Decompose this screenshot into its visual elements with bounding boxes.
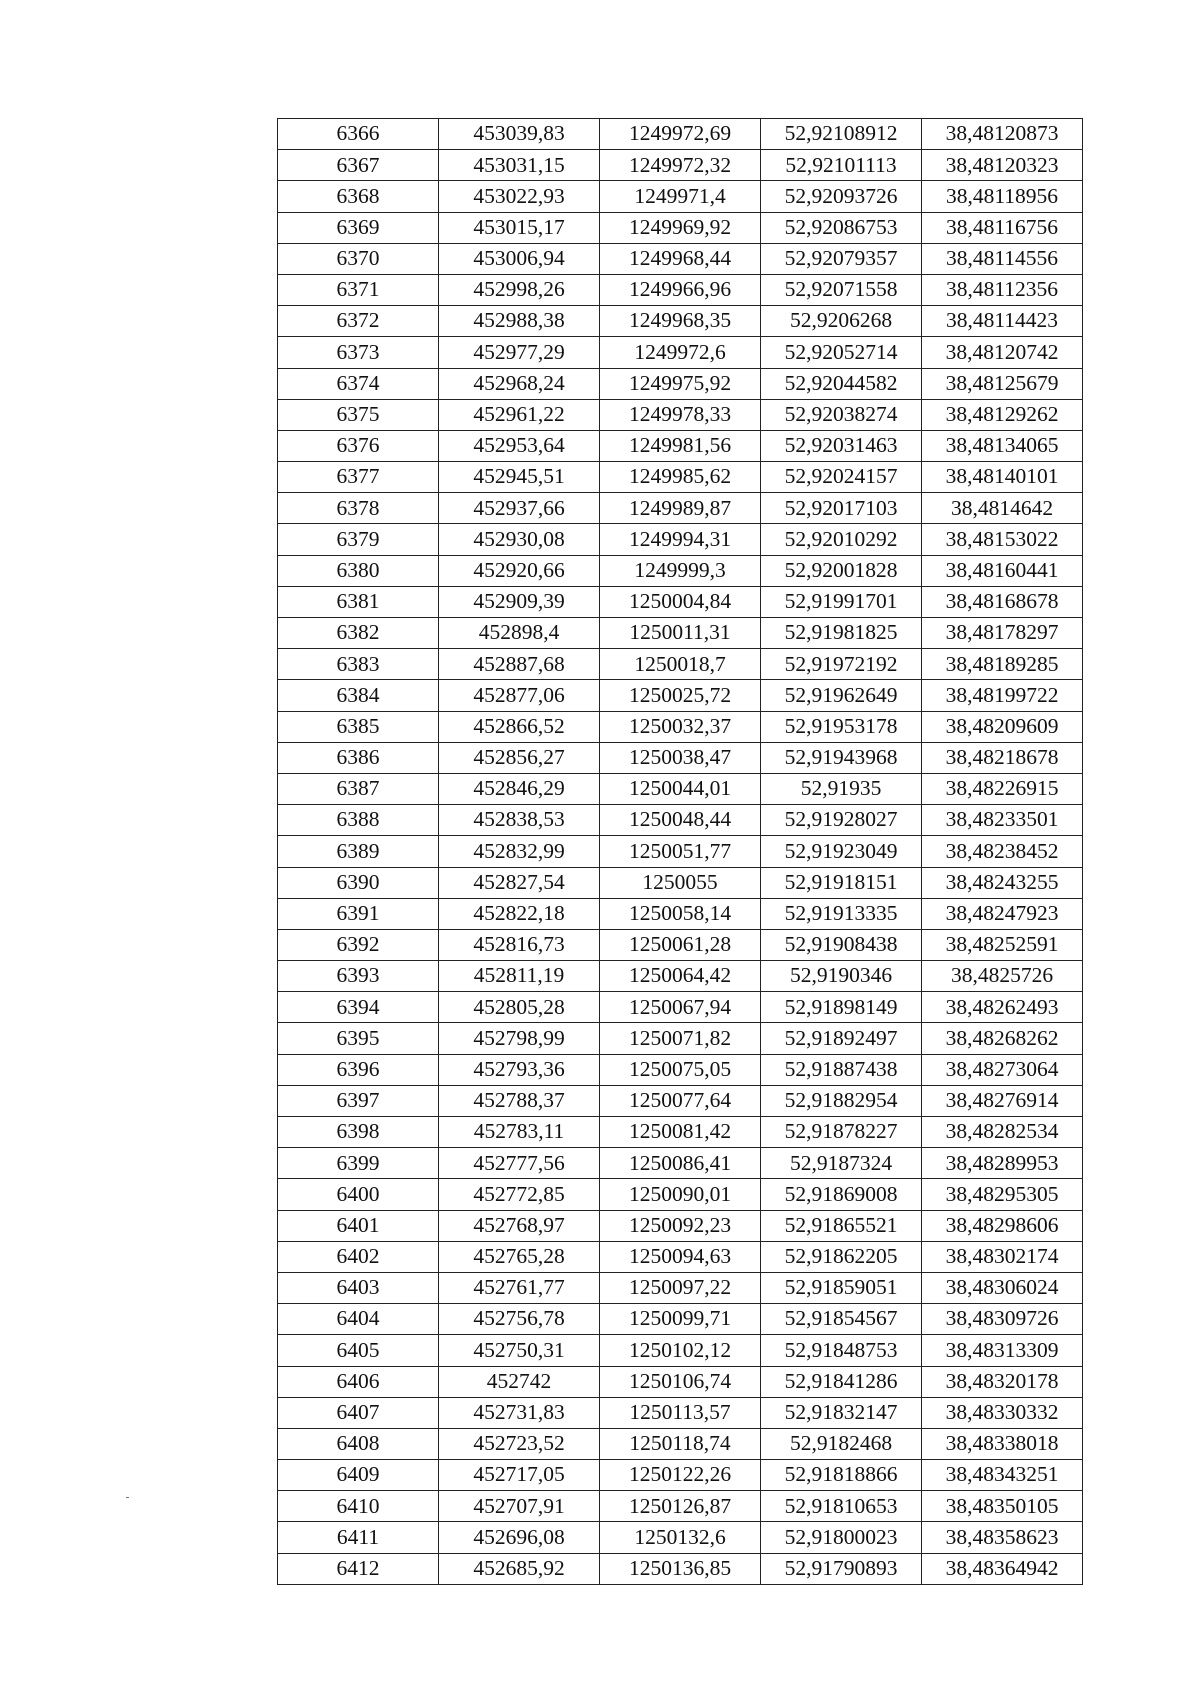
y-coordinate-cell: 1250058,14: [600, 898, 761, 929]
table-row: [278, 399, 1083, 430]
x-coordinate-cell: 452953,64: [439, 430, 600, 461]
point-number-cell: 6411: [278, 1522, 439, 1553]
table-row: [278, 462, 1083, 493]
table-row: [278, 1428, 1083, 1459]
table-row: [278, 1553, 1083, 1584]
latitude-cell: 52,91887438: [761, 1054, 922, 1085]
x-coordinate-cell: 453015,17: [439, 212, 600, 243]
y-coordinate-cell: 1249972,69: [600, 119, 761, 150]
latitude-cell: 52,92017103: [761, 493, 922, 524]
point-number-cell: 6410: [278, 1491, 439, 1522]
y-coordinate-cell: 1250055: [600, 867, 761, 898]
y-coordinate-cell: 1250071,82: [600, 1023, 761, 1054]
y-coordinate-cell: 1249966,96: [600, 274, 761, 305]
point-number-cell: 6393: [278, 961, 439, 992]
point-number-cell: 6368: [278, 181, 439, 212]
x-coordinate-cell: 452930,08: [439, 524, 600, 555]
longitude-cell: 38,48252591: [922, 929, 1083, 960]
x-coordinate-cell: 452877,06: [439, 680, 600, 711]
x-coordinate-cell: 452937,66: [439, 493, 600, 524]
longitude-cell: 38,48273064: [922, 1054, 1083, 1085]
x-coordinate-cell: 452783,11: [439, 1117, 600, 1148]
latitude-cell: 52,91862205: [761, 1241, 922, 1272]
point-number-cell: 6395: [278, 1023, 439, 1054]
point-number-cell: 6402: [278, 1241, 439, 1272]
latitude-cell: 52,91908438: [761, 929, 922, 960]
x-coordinate-cell: 452998,26: [439, 274, 600, 305]
y-coordinate-cell: 1250094,63: [600, 1241, 761, 1272]
table-row: [278, 212, 1083, 243]
point-number-cell: 6407: [278, 1397, 439, 1428]
latitude-cell: 52,91832147: [761, 1397, 922, 1428]
x-coordinate-cell: 452761,77: [439, 1272, 600, 1303]
table-row: [278, 1491, 1083, 1522]
y-coordinate-cell: 1250032,37: [600, 711, 761, 742]
point-number-cell: 6382: [278, 618, 439, 649]
table-row: [278, 773, 1083, 804]
latitude-cell: 52,91882954: [761, 1085, 922, 1116]
longitude-cell: 38,48226915: [922, 773, 1083, 804]
latitude-cell: 52,92001828: [761, 555, 922, 586]
table-row: [278, 243, 1083, 274]
table-row: [278, 1210, 1083, 1241]
y-coordinate-cell: 1250077,64: [600, 1085, 761, 1116]
table-row: [278, 586, 1083, 617]
longitude-cell: 38,48218678: [922, 742, 1083, 773]
y-coordinate-cell: 1250064,42: [600, 961, 761, 992]
table-row: [278, 150, 1083, 181]
table-row: [278, 1272, 1083, 1303]
coordinates-table: [277, 118, 1083, 1585]
longitude-cell: 38,48330332: [922, 1397, 1083, 1428]
longitude-cell: 38,48178297: [922, 618, 1083, 649]
point-number-cell: 6385: [278, 711, 439, 742]
y-coordinate-cell: 1250011,31: [600, 618, 761, 649]
x-coordinate-cell: 452856,27: [439, 742, 600, 773]
x-coordinate-cell: 452765,28: [439, 1241, 600, 1272]
x-coordinate-cell: 452788,37: [439, 1085, 600, 1116]
x-coordinate-cell: 453022,93: [439, 181, 600, 212]
latitude-cell: 52,92079357: [761, 243, 922, 274]
point-number-cell: 6399: [278, 1148, 439, 1179]
y-coordinate-cell: 1249989,87: [600, 493, 761, 524]
latitude-cell: 52,91991701: [761, 586, 922, 617]
y-coordinate-cell: 1250099,71: [600, 1304, 761, 1335]
latitude-cell: 52,91918151: [761, 867, 922, 898]
x-coordinate-cell: 452945,51: [439, 462, 600, 493]
y-coordinate-cell: 1249972,32: [600, 150, 761, 181]
longitude-cell: 38,48233501: [922, 805, 1083, 836]
longitude-cell: 38,48209609: [922, 711, 1083, 742]
table-row: [278, 649, 1083, 680]
table-row: [278, 1397, 1083, 1428]
longitude-cell: 38,48238452: [922, 836, 1083, 867]
longitude-cell: 38,48120742: [922, 337, 1083, 368]
point-number-cell: 6403: [278, 1272, 439, 1303]
longitude-cell: 38,48320178: [922, 1366, 1083, 1397]
longitude-cell: 38,48262493: [922, 992, 1083, 1023]
table-row: [278, 119, 1083, 150]
x-coordinate-cell: 452707,91: [439, 1491, 600, 1522]
latitude-cell: 52,91859051: [761, 1272, 922, 1303]
y-coordinate-cell: 1250048,44: [600, 805, 761, 836]
table-row: [278, 1522, 1083, 1553]
table-row: [278, 961, 1083, 992]
y-coordinate-cell: 1250118,74: [600, 1428, 761, 1459]
longitude-cell: 38,48364942: [922, 1553, 1083, 1584]
point-number-cell: 6390: [278, 867, 439, 898]
longitude-cell: 38,48125679: [922, 368, 1083, 399]
point-number-cell: 6369: [278, 212, 439, 243]
longitude-cell: 38,48114556: [922, 243, 1083, 274]
latitude-cell: 52,91928027: [761, 805, 922, 836]
longitude-cell: 38,48306024: [922, 1272, 1083, 1303]
y-coordinate-cell: 1250092,23: [600, 1210, 761, 1241]
latitude-cell: 52,92093726: [761, 181, 922, 212]
x-coordinate-cell: 452866,52: [439, 711, 600, 742]
latitude-cell: 52,9206268: [761, 306, 922, 337]
latitude-cell: 52,91981825: [761, 618, 922, 649]
longitude-cell: 38,48199722: [922, 680, 1083, 711]
longitude-cell: 38,48295305: [922, 1179, 1083, 1210]
latitude-cell: 52,91953178: [761, 711, 922, 742]
y-coordinate-cell: 1249978,33: [600, 399, 761, 430]
scan-speck: [126, 1497, 129, 1498]
x-coordinate-cell: 453006,94: [439, 243, 600, 274]
latitude-cell: 52,9187324: [761, 1148, 922, 1179]
table-row: [278, 805, 1083, 836]
longitude-cell: 38,48160441: [922, 555, 1083, 586]
y-coordinate-cell: 1249971,4: [600, 181, 761, 212]
table-row: [278, 1085, 1083, 1116]
latitude-cell: 52,91913335: [761, 898, 922, 929]
latitude-cell: 52,92024157: [761, 462, 922, 493]
y-coordinate-cell: 1249994,31: [600, 524, 761, 555]
longitude-cell: 38,48118956: [922, 181, 1083, 212]
latitude-cell: 52,91800023: [761, 1522, 922, 1553]
table-row: [278, 1179, 1083, 1210]
table-row: [278, 1335, 1083, 1366]
point-number-cell: 6377: [278, 462, 439, 493]
y-coordinate-cell: 1249968,35: [600, 306, 761, 337]
y-coordinate-cell: 1250106,74: [600, 1366, 761, 1397]
y-coordinate-cell: 1250044,01: [600, 773, 761, 804]
x-coordinate-cell: 452977,29: [439, 337, 600, 368]
longitude-cell: 38,48168678: [922, 586, 1083, 617]
y-coordinate-cell: 1250102,12: [600, 1335, 761, 1366]
y-coordinate-cell: 1250136,85: [600, 1553, 761, 1584]
point-number-cell: 6388: [278, 805, 439, 836]
x-coordinate-cell: 452723,52: [439, 1428, 600, 1459]
longitude-cell: 38,4825726: [922, 961, 1083, 992]
x-coordinate-cell: 452838,53: [439, 805, 600, 836]
latitude-cell: 52,91854567: [761, 1304, 922, 1335]
point-number-cell: 6400: [278, 1179, 439, 1210]
point-number-cell: 6376: [278, 430, 439, 461]
longitude-cell: 38,48129262: [922, 399, 1083, 430]
latitude-cell: 52,92086753: [761, 212, 922, 243]
longitude-cell: 38,48112356: [922, 274, 1083, 305]
point-number-cell: 6408: [278, 1428, 439, 1459]
point-number-cell: 6397: [278, 1085, 439, 1116]
y-coordinate-cell: 1250132,6: [600, 1522, 761, 1553]
table-row: [278, 274, 1083, 305]
y-coordinate-cell: 1250004,84: [600, 586, 761, 617]
longitude-cell: 38,48153022: [922, 524, 1083, 555]
x-coordinate-cell: 452777,56: [439, 1148, 600, 1179]
x-coordinate-cell: 452898,4: [439, 618, 600, 649]
latitude-cell: 52,91810653: [761, 1491, 922, 1522]
longitude-cell: 38,48282534: [922, 1117, 1083, 1148]
longitude-cell: 38,48116756: [922, 212, 1083, 243]
latitude-cell: 52,91898149: [761, 992, 922, 1023]
table-row: [278, 680, 1083, 711]
latitude-cell: 52,92031463: [761, 430, 922, 461]
longitude-cell: 38,48313309: [922, 1335, 1083, 1366]
x-coordinate-cell: 452822,18: [439, 898, 600, 929]
longitude-cell: 38,48276914: [922, 1085, 1083, 1116]
longitude-cell: 38,48298606: [922, 1210, 1083, 1241]
y-coordinate-cell: 1249975,92: [600, 368, 761, 399]
y-coordinate-cell: 1250018,7: [600, 649, 761, 680]
x-coordinate-cell: 452742: [439, 1366, 600, 1397]
longitude-cell: 38,48289953: [922, 1148, 1083, 1179]
longitude-cell: 38,4814642: [922, 493, 1083, 524]
longitude-cell: 38,48309726: [922, 1304, 1083, 1335]
x-coordinate-cell: 452920,66: [439, 555, 600, 586]
latitude-cell: 52,91943968: [761, 742, 922, 773]
longitude-cell: 38,48268262: [922, 1023, 1083, 1054]
table-row: [278, 337, 1083, 368]
longitude-cell: 38,48120873: [922, 119, 1083, 150]
latitude-cell: 52,91962649: [761, 680, 922, 711]
x-coordinate-cell: 453039,83: [439, 119, 600, 150]
x-coordinate-cell: 452772,85: [439, 1179, 600, 1210]
table-row: [278, 1460, 1083, 1491]
point-number-cell: 6379: [278, 524, 439, 555]
table-row: [278, 1304, 1083, 1335]
y-coordinate-cell: 1249985,62: [600, 462, 761, 493]
x-coordinate-cell: 452816,73: [439, 929, 600, 960]
latitude-cell: 52,92108912: [761, 119, 922, 150]
point-number-cell: 6412: [278, 1553, 439, 1584]
longitude-cell: 38,48189285: [922, 649, 1083, 680]
table-row: [278, 711, 1083, 742]
point-number-cell: 6373: [278, 337, 439, 368]
latitude-cell: 52,91869008: [761, 1179, 922, 1210]
table-row: [278, 867, 1083, 898]
latitude-cell: 52,92071558: [761, 274, 922, 305]
longitude-cell: 38,48247923: [922, 898, 1083, 929]
y-coordinate-cell: 1249999,3: [600, 555, 761, 586]
point-number-cell: 6380: [278, 555, 439, 586]
table-row: [278, 1241, 1083, 1272]
point-number-cell: 6405: [278, 1335, 439, 1366]
table-row: [278, 898, 1083, 929]
point-number-cell: 6375: [278, 399, 439, 430]
point-number-cell: 6396: [278, 1054, 439, 1085]
point-number-cell: 6383: [278, 649, 439, 680]
y-coordinate-cell: 1250075,05: [600, 1054, 761, 1085]
x-coordinate-cell: 452793,36: [439, 1054, 600, 1085]
y-coordinate-cell: 1250061,28: [600, 929, 761, 960]
point-number-cell: 6370: [278, 243, 439, 274]
latitude-cell: 52,91878227: [761, 1117, 922, 1148]
y-coordinate-cell: 1249968,44: [600, 243, 761, 274]
x-coordinate-cell: 452887,68: [439, 649, 600, 680]
latitude-cell: 52,91848753: [761, 1335, 922, 1366]
point-number-cell: 6389: [278, 836, 439, 867]
longitude-cell: 38,48302174: [922, 1241, 1083, 1272]
point-number-cell: 6371: [278, 274, 439, 305]
point-number-cell: 6391: [278, 898, 439, 929]
y-coordinate-cell: 1250122,26: [600, 1460, 761, 1491]
x-coordinate-cell: 452768,97: [439, 1210, 600, 1241]
x-coordinate-cell: 452827,54: [439, 867, 600, 898]
y-coordinate-cell: 1250025,72: [600, 680, 761, 711]
latitude-cell: 52,91892497: [761, 1023, 922, 1054]
table-row: [278, 742, 1083, 773]
longitude-cell: 38,48243255: [922, 867, 1083, 898]
latitude-cell: 52,91923049: [761, 836, 922, 867]
x-coordinate-cell: 452961,22: [439, 399, 600, 430]
x-coordinate-cell: 452798,99: [439, 1023, 600, 1054]
y-coordinate-cell: 1250051,77: [600, 836, 761, 867]
latitude-cell: 52,92044582: [761, 368, 922, 399]
latitude-cell: 52,91841286: [761, 1366, 922, 1397]
table-row: [278, 1054, 1083, 1085]
table-row: [278, 836, 1083, 867]
longitude-cell: 38,48120323: [922, 150, 1083, 181]
x-coordinate-cell: 452988,38: [439, 306, 600, 337]
x-coordinate-cell: 452968,24: [439, 368, 600, 399]
latitude-cell: 52,91972192: [761, 649, 922, 680]
longitude-cell: 38,48358623: [922, 1522, 1083, 1553]
longitude-cell: 38,48140101: [922, 462, 1083, 493]
table-row: [278, 306, 1083, 337]
longitude-cell: 38,48114423: [922, 306, 1083, 337]
x-coordinate-cell: 453031,15: [439, 150, 600, 181]
point-number-cell: 6386: [278, 742, 439, 773]
y-coordinate-cell: 1249969,92: [600, 212, 761, 243]
x-coordinate-cell: 452717,05: [439, 1460, 600, 1491]
longitude-cell: 38,48134065: [922, 430, 1083, 461]
x-coordinate-cell: 452696,08: [439, 1522, 600, 1553]
point-number-cell: 6374: [278, 368, 439, 399]
table-row: [278, 493, 1083, 524]
coordinates-table-body: [278, 119, 1083, 1585]
y-coordinate-cell: 1250086,41: [600, 1148, 761, 1179]
point-number-cell: 6392: [278, 929, 439, 960]
y-coordinate-cell: 1250067,94: [600, 992, 761, 1023]
point-number-cell: 6372: [278, 306, 439, 337]
latitude-cell: 52,92052714: [761, 337, 922, 368]
y-coordinate-cell: 1250081,42: [600, 1117, 761, 1148]
point-number-cell: 6404: [278, 1304, 439, 1335]
table-row: [278, 555, 1083, 586]
longitude-cell: 38,48343251: [922, 1460, 1083, 1491]
x-coordinate-cell: 452832,99: [439, 836, 600, 867]
latitude-cell: 52,91935: [761, 773, 922, 804]
point-number-cell: 6406: [278, 1366, 439, 1397]
y-coordinate-cell: 1250113,57: [600, 1397, 761, 1428]
point-number-cell: 6378: [278, 493, 439, 524]
table-row: [278, 1148, 1083, 1179]
x-coordinate-cell: 452805,28: [439, 992, 600, 1023]
point-number-cell: 6384: [278, 680, 439, 711]
x-coordinate-cell: 452731,83: [439, 1397, 600, 1428]
y-coordinate-cell: 1249972,6: [600, 337, 761, 368]
table-row: [278, 992, 1083, 1023]
point-number-cell: 6367: [278, 150, 439, 181]
point-number-cell: 6381: [278, 586, 439, 617]
table-row: [278, 1117, 1083, 1148]
latitude-cell: 52,9190346: [761, 961, 922, 992]
x-coordinate-cell: 452685,92: [439, 1553, 600, 1584]
x-coordinate-cell: 452756,78: [439, 1304, 600, 1335]
table-row: [278, 368, 1083, 399]
latitude-cell: 52,9182468: [761, 1428, 922, 1459]
latitude-cell: 52,91865521: [761, 1210, 922, 1241]
y-coordinate-cell: 1250097,22: [600, 1272, 761, 1303]
point-number-cell: 6409: [278, 1460, 439, 1491]
table-row: [278, 929, 1083, 960]
x-coordinate-cell: 452750,31: [439, 1335, 600, 1366]
table-row: [278, 1023, 1083, 1054]
latitude-cell: 52,92038274: [761, 399, 922, 430]
longitude-cell: 38,48338018: [922, 1428, 1083, 1459]
y-coordinate-cell: 1249981,56: [600, 430, 761, 461]
x-coordinate-cell: 452909,39: [439, 586, 600, 617]
table-row: [278, 618, 1083, 649]
point-number-cell: 6387: [278, 773, 439, 804]
y-coordinate-cell: 1250090,01: [600, 1179, 761, 1210]
longitude-cell: 38,48350105: [922, 1491, 1083, 1522]
x-coordinate-cell: 452846,29: [439, 773, 600, 804]
y-coordinate-cell: 1250038,47: [600, 742, 761, 773]
point-number-cell: 6401: [278, 1210, 439, 1241]
latitude-cell: 52,92010292: [761, 524, 922, 555]
table-row: [278, 181, 1083, 212]
point-number-cell: 6394: [278, 992, 439, 1023]
latitude-cell: 52,91818866: [761, 1460, 922, 1491]
table-row: [278, 524, 1083, 555]
table-row: [278, 1366, 1083, 1397]
latitude-cell: 52,92101113: [761, 150, 922, 181]
table-row: [278, 430, 1083, 461]
point-number-cell: 6366: [278, 119, 439, 150]
y-coordinate-cell: 1250126,87: [600, 1491, 761, 1522]
x-coordinate-cell: 452811,19: [439, 961, 600, 992]
latitude-cell: 52,91790893: [761, 1553, 922, 1584]
point-number-cell: 6398: [278, 1117, 439, 1148]
